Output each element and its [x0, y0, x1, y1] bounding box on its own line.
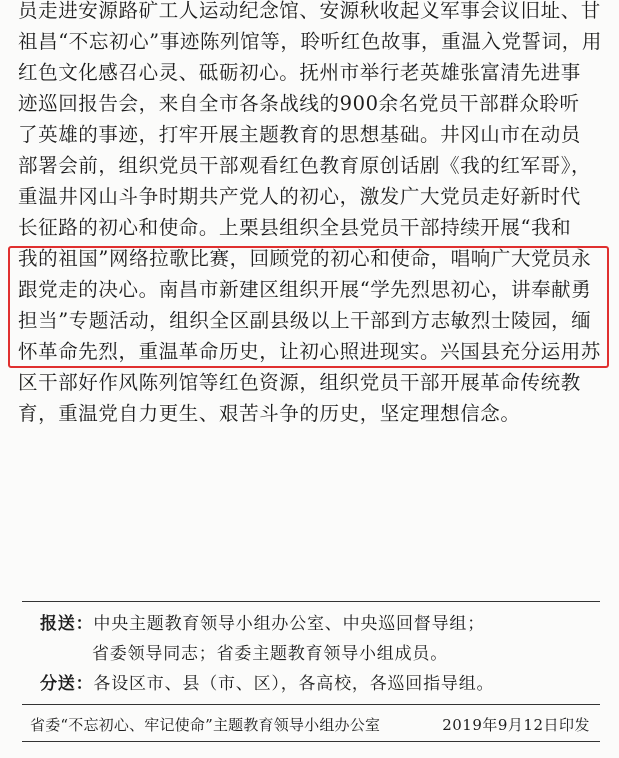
issue-date: 2019年9月12日印发	[442, 716, 590, 734]
body-line-13: 区干部好作风陈列馆等红色资源，组织党员干部开展革命传统教	[18, 371, 581, 394]
report-to-label: 报送：	[40, 614, 94, 634]
body-line-1: 员走进安源路矿工人运动纪念馆、安源秋收起义军事会议旧址、甘	[18, 0, 601, 22]
footer-top-rule	[22, 704, 600, 705]
report-to-line-1: 中央主题教育领导小组办公室、中央巡回督导组；	[93, 614, 486, 634]
send-to-label: 分送：	[40, 674, 94, 694]
body-line-2: 祖昌“不忘初心”事迹陈列馆等，聆听红色故事，重温入党誓词，用	[18, 30, 602, 53]
body-line-6: 部署会前，组织党员干部观看红色教育原创话剧《我的红军哥》，	[18, 154, 592, 177]
body-line-5: 了英雄的事迹，打牢开展主题教育的思想基础。井冈山市在动员	[18, 123, 581, 146]
report-to-line-2: 省委领导同志；省委主题教育领导小组成员。	[92, 644, 448, 664]
report-to-row	[40, 613, 485, 635]
send-to-line: 各设区市、县（市、区），各高校，各巡回指导组。	[93, 674, 495, 694]
body-line-4: 迹巡回报告会，来自全市各条战线的900余名党员干部群众聆听	[18, 92, 580, 115]
body-line-3: 红色文化感召心灵、砥砺初心。抚州市举行老英雄张富清先进事	[18, 61, 581, 84]
distribution-top-rule	[22, 601, 600, 602]
report-to-row-2	[92, 643, 448, 665]
body-line-7: 重温井冈山斗争时期共产党人的初心，激发广大党员走好新时代	[18, 185, 581, 208]
issuing-office: 省委“不忘初心、牢记使命”主题教育领导小组办公室	[30, 716, 381, 734]
body-line-8: 长征路的初心和使命。上栗县组织全县党员干部持续开展“我和	[18, 216, 572, 239]
send-to-row	[40, 673, 494, 695]
body-line-12: 怀革命先烈，重温革命历史，让初心照进现实。兴国县充分运用苏	[18, 340, 601, 363]
body-line-10: 跟党走的决心。南昌市新建区组织开展“学先烈思初心，讲奉献勇	[18, 278, 592, 301]
footer-bottom-rule	[22, 741, 600, 742]
highlight-box	[8, 246, 609, 368]
body-line-14: 育，重温党自力更生、艰苦斗争的历史，坚定理想信念。	[18, 402, 521, 425]
body-line-11: 担当”专题活动，组织全区副县级以上干部到方志敏烈士陵园，缅	[18, 309, 592, 332]
body-line-9: 我的祖国”网络拉歌比赛，回顾党的初心和使命，唱响广大党员永	[18, 247, 592, 270]
